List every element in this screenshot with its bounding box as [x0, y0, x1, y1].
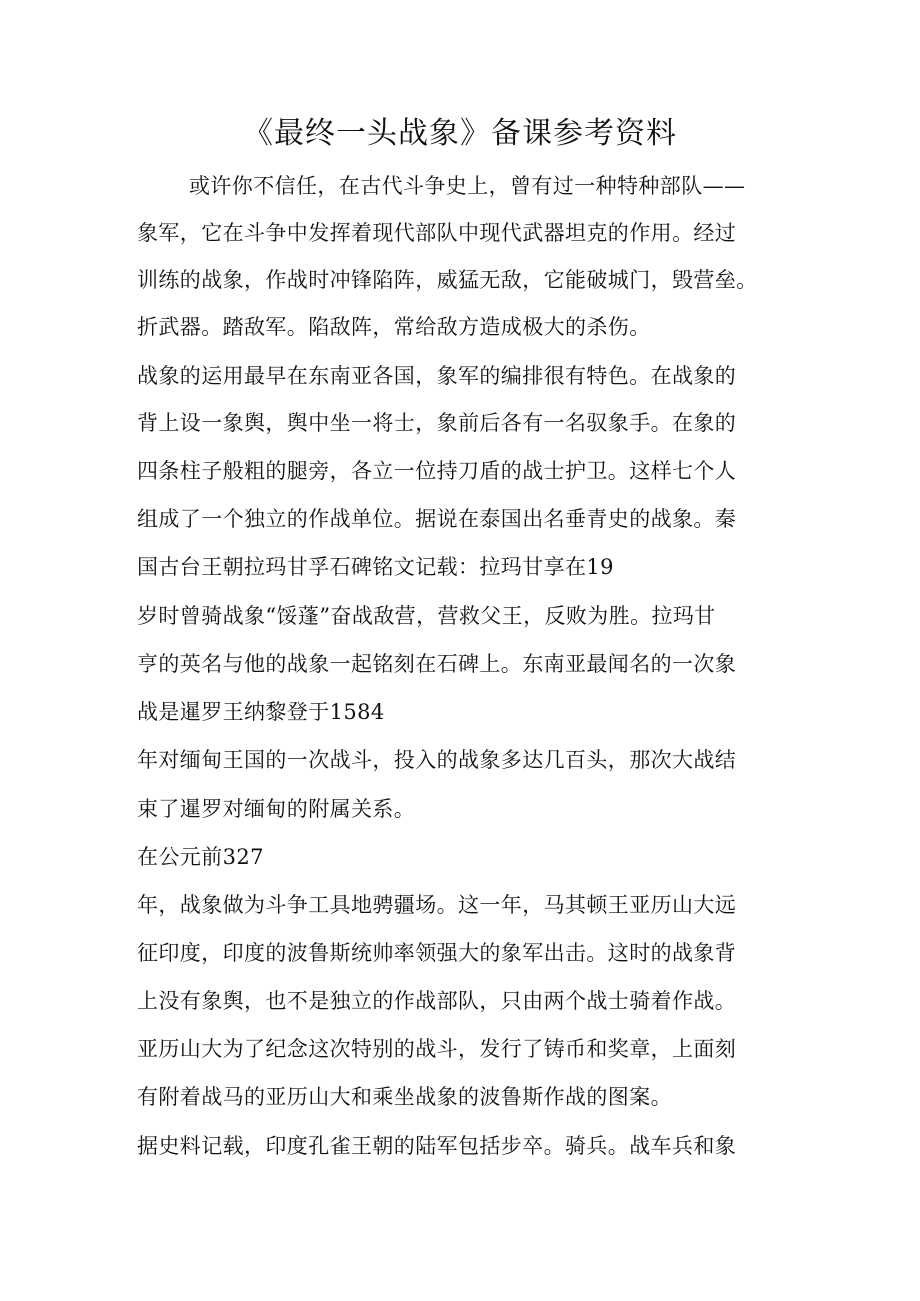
- text-line: 国古台王朝拉玛甘孚石碑铭文记载：拉玛甘享在19: [137, 555, 614, 579]
- document-title: 《最终一头战象》备课参考资料: [243, 116, 677, 151]
- text-line: 折武器。踏敌军。陷敌阵，常给敌方造成极大的杀伤。: [137, 315, 651, 339]
- text-line: 四条柱子般粗的腿旁，各立一位持刀盾的战士护卫。这样七个人: [137, 459, 737, 483]
- text-line: 象军，它在斗争中发挥着现代部队中现代武器坦克的作用。经过: [137, 221, 737, 245]
- text-line: 征印度，印度的波鲁斯统帅率领强大的象军出击。这时的战象背: [137, 941, 737, 965]
- text-line: 背上设一象舆，舆中坐一将士，象前后各有一名驭象手。在象的: [137, 411, 737, 435]
- text-line: 或许你不信任，在古代斗争史上，曾有过一种特种部队——: [189, 174, 746, 198]
- text-line: 战象的运用最早在东南亚各国，象军的编排很有特色。在战象的: [137, 364, 737, 388]
- text-line: 亨的英名与他的战象一起铭刻在石碑上。东南亚最闻名的一次象: [137, 652, 737, 676]
- text-line: 在公元前327: [137, 845, 264, 869]
- text-line: 据史料记载，印度孔雀王朝的陆军包括步卒。骑兵。战车兵和象: [137, 1134, 737, 1158]
- text-line: 上没有象舆，也不是独立的作战部队，只由两个战士骑着作战。: [137, 989, 737, 1013]
- text-line: 年对缅甸王国的一次战斗，投入的战象多达几百头，那次大战结: [137, 748, 737, 772]
- text-line: 训练的战象，作战时冲锋陷阵，威猛无敌，它能破城门，毁营垒。: [137, 268, 758, 292]
- text-line: 组成了一个独立的作战单位。据说在泰国出名垂青史的战象。秦: [137, 507, 737, 531]
- text-line: 年，战象做为斗争工具地骋疆场。这一年，马其顿王亚历山大远: [137, 893, 737, 917]
- text-line: 亚历山大为了纪念这次特别的战斗，发行了铸币和奖章，上面刻: [137, 1037, 737, 1061]
- text-line: 有附着战马的亚历山大和乘坐战象的波鲁斯作战的图案。: [137, 1085, 672, 1109]
- text-line: 岁时曾骑战象“馁蓬”奋战敌营，营救父王，反败为胜。拉玛甘: [137, 604, 716, 628]
- text-line: 束了暹罗对缅甸的附属关系。: [137, 797, 416, 821]
- text-line: 战是暹罗王纳黎登于1584: [137, 700, 385, 724]
